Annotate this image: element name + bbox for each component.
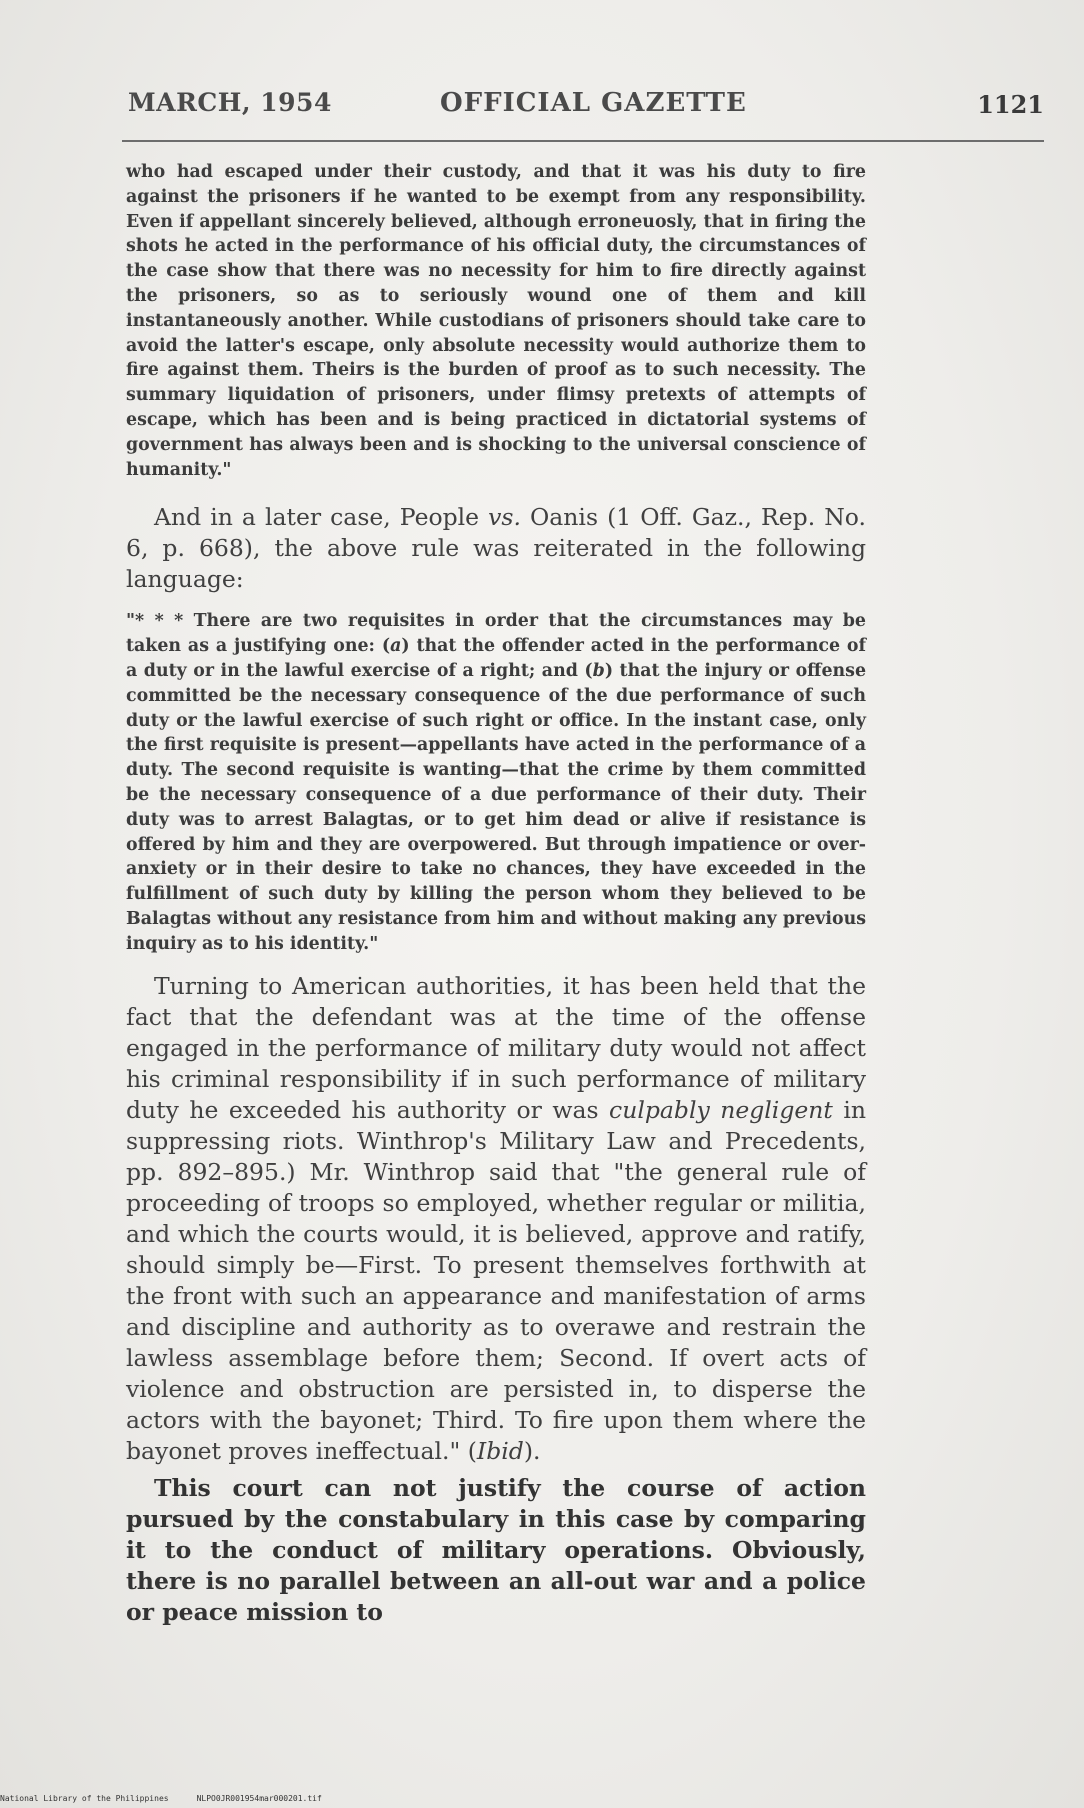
american-part-1: Turning to American authorities, it has been held that the fact that the defendant was at the time of the offense engaged in the performance of military duty would not affect his criminal responsibility if in such performance of military duty he exceeded his authority or was — [126, 971, 866, 1124]
header-date: MARCH, 1954 — [128, 88, 332, 117]
footer-source: National Library of the Philippines — [0, 1794, 169, 1803]
header-title: OFFICIAL GAZETTE — [440, 88, 747, 118]
court-paragraph: This court can not justify the course of action pursued by the constabulary in this case by comparing it to the conduct of military operations. Obviously, there is no parallel between an all-out war and a police or peace mission to — [126, 1473, 866, 1626]
oanis-quote-part-3: ) that the injury or offense committed be the necessary consequence of the due performance of such duty or the lawful exercise of such right or office. In the instant case, only the first requisite is present—appellants have acted in the performance of a duty. The second requisite is wanting—that the crime by them committed be the necessary consequence of a due performance of their duty. Their duty was to arrest Balagtas, or to get him dead or alive if resistance is offered by him and they are overpowered. But through impatience or over-anxiety or in their desire to take no chances, they have exceeded in the fulfillment of such duty by killing the person whom they believed to be Balagtas without any resistance from him and without making any previous inquiry as to his identity." — [126, 660, 867, 954]
oanis-intro-paragraph — [126, 502, 866, 595]
oanis-quote-paragraph — [126, 609, 866, 956]
oanis-intro-vs: vs. — [488, 503, 521, 532]
footer-filename: NLPO0JR001954mar000201.tif — [196, 1794, 322, 1803]
oanis-intro-after: Oanis (1 Off. Gaz., Rep. No. 6, p. 668), the above rule was reiterated in the following language: — [126, 503, 866, 594]
american-italic-ibid: Ibid — [476, 1436, 524, 1465]
page-body — [126, 160, 866, 1628]
oanis-intro-before: And in a later case, People — [154, 503, 489, 532]
header-page-number: 1121 — [977, 90, 1044, 119]
american-part-3: ). — [523, 1436, 541, 1465]
american-authorities-paragraph — [126, 971, 866, 1467]
header-rule — [122, 140, 1044, 142]
page-header — [128, 88, 1044, 128]
oanis-quote-a: a — [390, 636, 402, 657]
quote-continued-paragraph: who had escaped under their custody, and that it was his duty to fire against the prisoners if he wanted to be exempt from any responsibility. Even if appellant sincerely believed, although erroneuosly, that in firing the shots he acted in the performance of his official duty, the circumstances of the case show that there was no necessity for him to fire directly against the prisoners, so as to seriously wound one of them and kill instantaneously another. While custodians of prisoners should take care to avoid the latter's escape, only absolute necessity would authorize them to fire against them. Theirs is the burden of proof as to such necessity. The summary liquidation of prisoners, under flimsy pretexts of attempts of escape, which has been and is being practiced in dictatorial systems of government has always been and is shocking to the universal conscience of humanity." — [126, 162, 866, 480]
oanis-quote-part-1: "* * * There are two requisites in order that the circumstances may be taken as a justifying one: ( — [126, 611, 866, 657]
american-italic-culpably: culpably negligent — [609, 1095, 833, 1124]
oanis-quote-part-2: ) that the offender acted in the performance of a duty or in the lawful exercise of a right; and ( — [126, 636, 866, 681]
scan-footer — [0, 1794, 1084, 1806]
oanis-quote-b: b — [592, 660, 605, 681]
american-part-2: in suppressing riots. Winthrop's Military Law and Precedents, pp. 892–895.) Mr. Winthrop said that "the general rule of proceeding of troops so employed, whether regular or militia, and which the courts would, it is believed, approve and ratify, should simply be—First. To present themselves forthwith at the front with such an appearance and manifestation of arms and discipline and authority as to overawe and restrain the lawless assemblage before them; Second. If overt acts of violence and obstruction are persisted in, to disperse the actors with the bayonet; Third. To fire upon them where the bayonet proves ineffectual." ( — [126, 1095, 866, 1465]
